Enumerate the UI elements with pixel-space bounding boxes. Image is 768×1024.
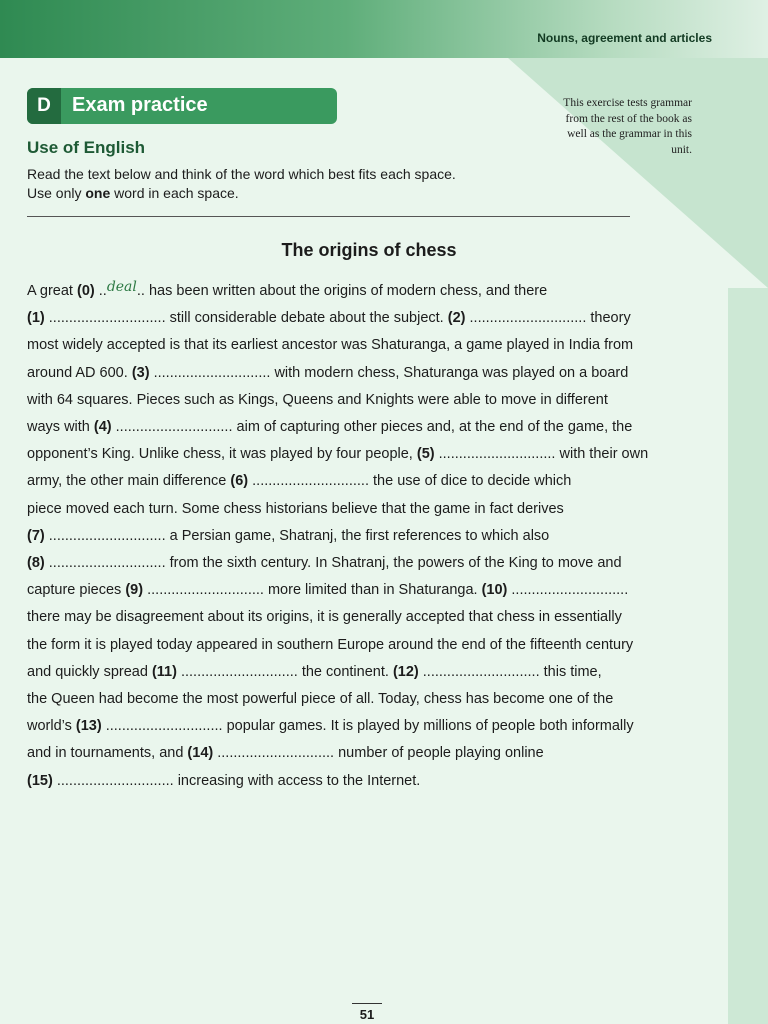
passage-text: from the sixth century. In Shatranj, the powers of the King to move and (165, 555, 622, 572)
subheading: Use of English (27, 138, 146, 157)
passage-text: a Persian game, Shatranj, the first references to which also (165, 527, 550, 544)
passage-text: there may be disagreement about its origins, it is generally accepted that chess in essentially (27, 609, 622, 626)
passage-line (27, 332, 717, 359)
section-title: Exam practice (72, 94, 208, 116)
passage-text: number of people playing online (334, 745, 544, 762)
passage-line-example: A great (0) ..deal.. has been written about the origins of modern chess, and there (27, 279, 548, 299)
example-answer: deal (106, 279, 137, 295)
gap-blank: ............................. (115, 419, 233, 436)
passage-line (27, 740, 717, 767)
passage-text: theory (586, 310, 631, 327)
divider (27, 216, 630, 217)
passage-text: this time, (539, 663, 602, 680)
page-number: 51 (359, 1007, 375, 1022)
passage-text: opponent’s King. Unlike chess, it was played by four people, (27, 446, 417, 463)
gap-number: (14) (187, 745, 214, 762)
gap-blank: ............................. (56, 772, 174, 789)
passage-line (27, 305, 717, 332)
passage-text: and quickly spread (27, 663, 152, 680)
passage-line (27, 713, 717, 740)
gap-blank: ............................. (422, 663, 540, 680)
gap-number: (0) (76, 283, 95, 299)
cloze-passage (27, 278, 717, 795)
gap-number: (15) (27, 772, 53, 789)
gap-number: (2) (447, 310, 466, 327)
instructions-line-2: Use only one word in each space. (27, 185, 239, 201)
gap-number: (7) (27, 527, 45, 544)
passage-text: more limited than in Shaturanga. (263, 582, 482, 599)
gap-number: (10) (481, 582, 508, 599)
instructions-line-1: Read the text below and think of the word which best fits each space. (27, 166, 456, 182)
gap-blank: ............................. (469, 310, 587, 327)
passage-line (27, 768, 717, 795)
passage-text: the continent. (297, 663, 393, 680)
gap-blank: ............................. (252, 473, 369, 490)
passage-text: piece moved each turn. Some chess historians believe that the game in fact derives (27, 500, 564, 517)
gap-blank: ............................. (153, 364, 271, 381)
gap-number: (13) (75, 718, 102, 735)
passage-text: around AD 600. (27, 364, 132, 381)
passage-text: capture pieces (27, 582, 126, 599)
gap-number: (3) (131, 364, 150, 381)
running-head: Nouns, agreement and articles (537, 31, 712, 45)
passage-text: popular games. It is played by millions of people both informally (222, 718, 634, 735)
passage-line (27, 632, 717, 659)
gap-number: (4) (93, 419, 112, 436)
passage-line (27, 577, 717, 604)
gap-blank: ............................. (217, 745, 335, 762)
side-note: This exercise tests grammar from the rest of the book as well as the grammar in this unit. (563, 97, 692, 156)
passage-line (27, 387, 717, 414)
gap-number: (11) (151, 663, 177, 680)
passage-text: with their own (555, 446, 649, 463)
passage-text: with 64 squares. Pieces such as Kings, Queens and Knights were able to move in different (27, 391, 608, 408)
gap-blank: ............................. (48, 527, 166, 544)
passage-text: most widely accepted is that its earliest ancestor was Shaturanga, a game played in India from (27, 337, 634, 354)
instructions (27, 165, 587, 203)
gap-blank: ............................. (438, 446, 556, 463)
passage-line (27, 360, 717, 387)
passage-line (27, 414, 717, 441)
passage-text: with modern chess, Shaturanga was played on a board (270, 364, 629, 381)
header-band (0, 0, 768, 58)
passage-text: increasing with access to the Internet. (173, 772, 421, 789)
gap-blank: ............................. (511, 582, 629, 599)
passage-line (27, 468, 717, 495)
gap-blank: ............................. (48, 555, 166, 572)
section-letter: D (27, 88, 61, 124)
passage-text: aim of capturing other pieces and, at the end of the game, the (232, 419, 633, 436)
passage-text: world’s (27, 718, 76, 735)
passage-text: the Queen had become the most powerful piece of all. Today, chess has become one of the (27, 691, 614, 708)
passage-text: the use of dice to decide which (368, 473, 572, 490)
text-title: The origins of chess (281, 240, 457, 260)
gap-number: (1) (27, 310, 45, 327)
passage-text: still considerable debate about the subject. (165, 310, 448, 327)
passage-lines (27, 305, 717, 795)
gap-blank: ............................. (48, 310, 166, 327)
gap-number: (12) (392, 663, 419, 680)
passage-text: and in tournaments, and (27, 745, 188, 762)
gap-number: (5) (416, 446, 435, 463)
passage-text: army, the other main difference (27, 473, 231, 490)
gap-blank: ............................. (105, 718, 223, 735)
passage-text: ways with (27, 419, 94, 436)
passage-line (27, 550, 717, 577)
emphasis-one: one (85, 185, 111, 201)
page-number-rule (352, 1003, 382, 1004)
gap-number: (8) (27, 555, 45, 572)
passage-line (27, 686, 717, 713)
passage-line (27, 496, 717, 523)
passage-line (27, 523, 717, 550)
passage-line (27, 659, 717, 686)
passage-text: the form it is played today appeared in southern Europe around the end of the fifteenth century (27, 636, 634, 653)
gap-number: (6) (230, 473, 249, 490)
passage-line (27, 441, 717, 468)
passage-line (27, 604, 717, 631)
side-strip (728, 288, 768, 1024)
gap-number: (9) (125, 582, 144, 599)
gap-blank: ............................. (147, 582, 264, 599)
gap-blank: ............................. (180, 663, 298, 680)
